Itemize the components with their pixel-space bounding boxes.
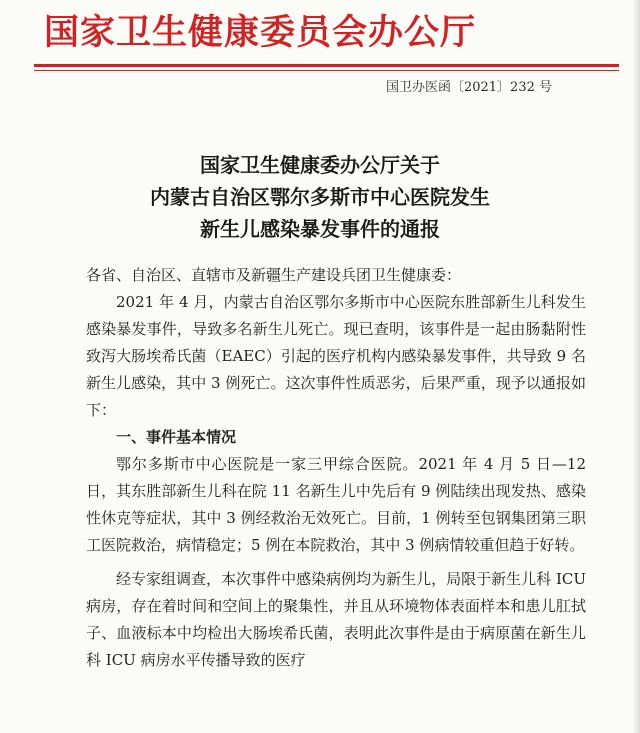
document-title-line-1: 国家卫生健康委办公厅关于 bbox=[200, 153, 440, 177]
issuing-authority-title: 国家卫生健康委员会办公厅 bbox=[44, 12, 477, 53]
document-title-line-3: 新生儿感染暴发事件的通报 bbox=[200, 217, 440, 241]
document-title-line-2: 内蒙古自治区鄂尔多斯市中心医院发生 bbox=[150, 185, 490, 209]
red-header-rule-thin bbox=[34, 70, 619, 71]
paragraph-basic-situation: 鄂尔多斯市中心医院是一家三甲综合医院。2021 年 4 月 5 日—12 日，其东胜部新生儿科在院 11 名新生儿中先后有 9 例陆续出现发热、感染性休克等症状，其中 3 例经救治无效死亡。目前，1 例转至包钢集团第三职工医院救治，病情稳定；5 例在本院救治，其中 3 例病情较重但趋于好转。 bbox=[86, 455, 586, 554]
page-edge-shadow bbox=[632, 0, 640, 733]
document-body bbox=[86, 262, 586, 674]
paragraph-intro: 2021 年 4 月，内蒙古自治区鄂尔多斯市中心医院东胜部新生儿科发生感染暴发事件，导致多名新生儿死亡。现已查明，该事件是一起由肠黏附性致泻大肠埃希氏菌（EAEC）引起的医疗机构内感染暴发事件，共导致 9 名新生儿感染，其中 3 例死亡。这次事件性质恶劣，后果严重，现予以通报如下： bbox=[86, 293, 586, 419]
paragraph-expert-investigation: 经专家组调查，本次事件中感染病例均为新生儿，局限于新生儿科 ICU 病房，存在着时间和空间上的聚集性，并且从环境物体表面样本和患儿肛拭子、血液标本中均检出大肠埃希氏菌，表明此次事件是由于病原菌在新生儿科 ICU 病房水平传播导致的医疗 bbox=[86, 570, 586, 669]
section-heading-basic-situation: 一、事件基本情况 bbox=[116, 428, 237, 446]
red-header-rule bbox=[34, 64, 619, 67]
document-number: 国卫办医函〔2021〕232 号 bbox=[385, 80, 552, 95]
salutation: 各省、自治区、直辖市及新疆生产建设兵团卫生健康委： bbox=[86, 266, 462, 284]
document-title bbox=[0, 149, 640, 245]
